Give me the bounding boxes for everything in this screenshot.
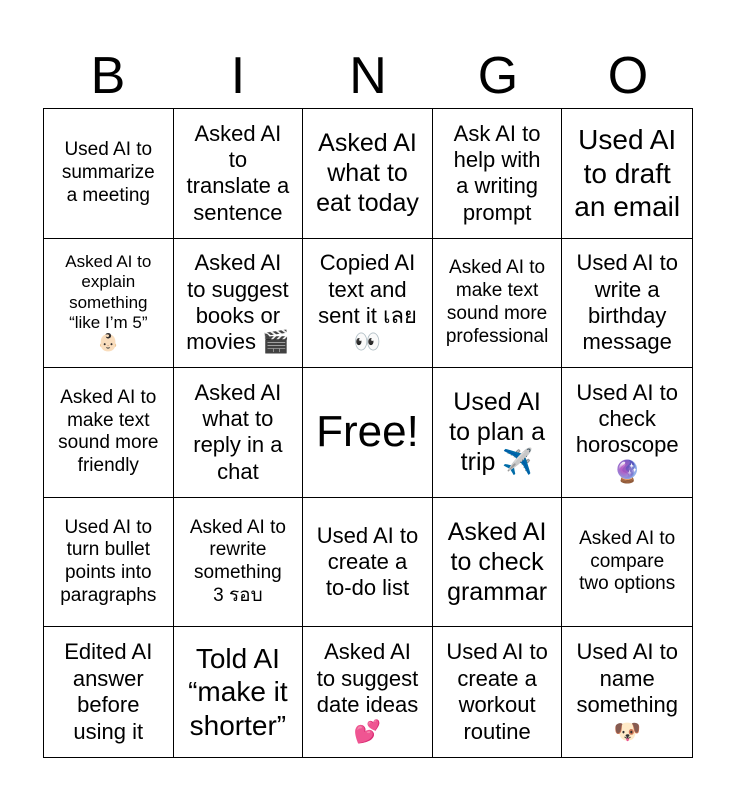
cell-text: Asked AI to compare two options bbox=[579, 527, 676, 595]
bingo-cell[interactable] bbox=[44, 498, 174, 628]
cell-text: Copied AI text and sent it เลย 👀 bbox=[318, 250, 417, 355]
header-letter-o: O bbox=[607, 47, 649, 105]
cell-text: Asked AI to rewrite something 3 รอบ bbox=[189, 516, 286, 606]
header-letter-i: I bbox=[230, 47, 246, 105]
bingo-cell[interactable] bbox=[433, 627, 563, 757]
cell-text: Told AI “make it shorter” bbox=[188, 642, 288, 741]
cell-text: Asked AI to translate a sentence bbox=[186, 120, 290, 225]
bingo-cell[interactable] bbox=[562, 627, 692, 757]
cell-text: Asked AI to make text sound more professional bbox=[445, 257, 549, 347]
bingo-cell[interactable] bbox=[44, 627, 174, 757]
bingo-cell[interactable] bbox=[174, 498, 304, 628]
cell-text: Used AI to plan a trip ✈️ bbox=[449, 388, 546, 477]
cell-text: Used AI to write a birthday message bbox=[576, 250, 678, 355]
cell-text: Asked AI what to eat today bbox=[316, 129, 419, 218]
cell-text: Asked AI to explain something “like I’m 5” 👶🏻 bbox=[65, 251, 152, 353]
bingo-cell[interactable] bbox=[44, 109, 174, 239]
cell-text: Used AI to draft an email bbox=[574, 123, 681, 223]
bingo-cell[interactable] bbox=[562, 498, 692, 628]
bingo-cell[interactable] bbox=[174, 368, 304, 498]
cell-text: Asked AI to suggest date ideas 💕 bbox=[316, 639, 419, 744]
header-letter-g: G bbox=[477, 47, 519, 105]
header-letter-b: B bbox=[90, 47, 126, 105]
bingo-cell[interactable] bbox=[44, 239, 174, 369]
bingo-cell[interactable] bbox=[562, 239, 692, 369]
cell-text: Used AI to name something 🐶 bbox=[576, 639, 678, 744]
cell-text: Asked AI to make text sound more friendly bbox=[58, 386, 159, 477]
cell-text: Asked AI to check grammar bbox=[447, 518, 548, 607]
cell-text: Asked AI to suggest books or movies 🎬 bbox=[186, 250, 290, 355]
bingo-cell[interactable] bbox=[303, 498, 433, 628]
bingo-cell[interactable] bbox=[303, 109, 433, 239]
bingo-cell[interactable] bbox=[174, 239, 304, 369]
bingo-cell[interactable] bbox=[174, 109, 304, 239]
cell-text: Ask AI to help with a writing prompt bbox=[453, 120, 541, 225]
bingo-cell[interactable] bbox=[562, 368, 692, 498]
bingo-cell[interactable] bbox=[433, 498, 563, 628]
bingo-header bbox=[43, 44, 693, 108]
bingo-cell[interactable] bbox=[562, 109, 692, 239]
cell-text: Used AI to turn bullet points into paragraphs bbox=[60, 516, 157, 606]
cell-text: Used AI to create a workout routine bbox=[446, 639, 548, 744]
cell-text: Free! bbox=[316, 407, 419, 457]
bingo-cell[interactable] bbox=[433, 239, 563, 369]
cell-text: Used AI to summarize a meeting bbox=[61, 139, 155, 206]
bingo-cell[interactable] bbox=[303, 239, 433, 369]
bingo-cell[interactable] bbox=[44, 368, 174, 498]
cell-text: Used AI to check horoscope 🔮 bbox=[575, 379, 679, 484]
bingo-cell[interactable] bbox=[433, 109, 563, 239]
cell-text: Asked AI what to reply in a chat bbox=[193, 379, 283, 484]
free-space-cell[interactable] bbox=[303, 368, 433, 498]
bingo-cell[interactable] bbox=[303, 627, 433, 757]
cell-text: Used AI to create a to-do list bbox=[316, 522, 419, 601]
header-letter-n: N bbox=[349, 47, 387, 105]
bingo-cell[interactable] bbox=[433, 368, 563, 498]
bingo-cell[interactable] bbox=[174, 627, 304, 757]
bingo-board bbox=[43, 108, 693, 758]
cell-text: Edited AI answer before using it bbox=[64, 639, 153, 744]
